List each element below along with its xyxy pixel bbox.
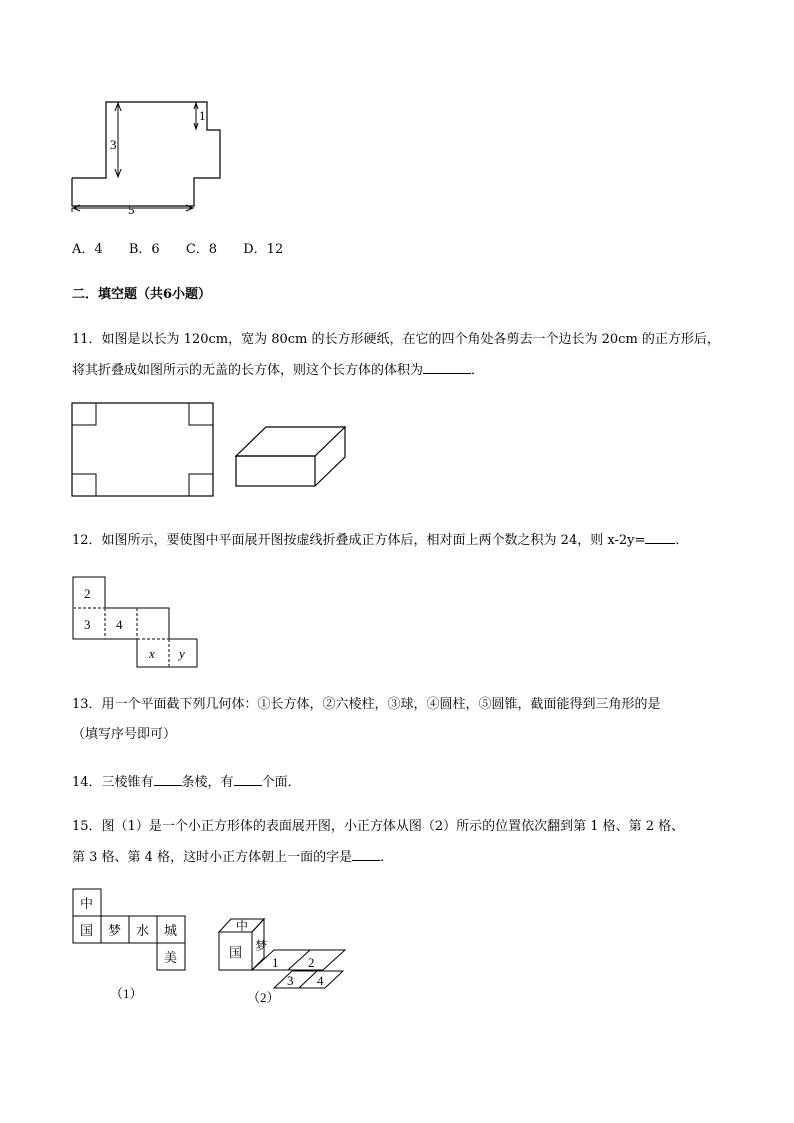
q15-cube-figure [214, 910, 354, 1010]
q14-edges-blank[interactable] [154, 773, 182, 786]
cube-face-zhong: 中 [236, 919, 249, 933]
q12-answer-blank[interactable] [645, 531, 675, 544]
q15-line1: 15．图（1）是一个小正方形体的表面展开图，小正方体从图（2）所示的位置依次翻到第 1 格、第 2 格、 [72, 819, 685, 834]
cube-face-meng: 梦 [255, 939, 268, 953]
figure-caption-2: （2） [247, 990, 280, 1005]
net-face-zhong: 中 [80, 896, 94, 911]
net-face-guo: 国 [80, 923, 94, 938]
q11-answer-blank[interactable] [423, 361, 471, 374]
option-b: B．6 [128, 242, 160, 257]
net-face-meng: 梦 [108, 923, 122, 938]
net-face-mei: 美 [164, 950, 178, 965]
q13-line2: （填写序号即可） [72, 727, 177, 742]
figure-caption-1: （1） [110, 986, 143, 1001]
q15-answer-blank[interactable] [352, 848, 380, 861]
q12-text: 12．如图所示，要使图中平面展开图按虚线折叠成正方体后，相对面上两个数之积为 24，则 x-2y= ． [72, 533, 689, 548]
height-label: 3 [110, 137, 117, 152]
option-c: C．8 [185, 242, 218, 257]
q12-cube-net [70, 574, 200, 670]
q14-faces-blank[interactable] [234, 773, 262, 786]
option-a: A．4 [72, 242, 103, 257]
q14-text: 14．三棱锥有 条棱，有 个面． [72, 775, 301, 790]
q15-line2: 第 3 格、第 4 格，这时小正方体朝上一面的字是 ． [72, 850, 394, 865]
net-cell-x: x [149, 646, 155, 661]
grid-cell-2: 2 [308, 955, 315, 970]
option-d: D．12 [243, 242, 284, 257]
grid-cell-4: 4 [317, 973, 324, 988]
net-cell-3: 3 [84, 617, 91, 632]
grid-cell-1: 1 [272, 955, 279, 970]
grid-cell-3: 3 [287, 973, 294, 988]
net-cell-4: 4 [116, 617, 123, 632]
q11-line2: 将其折叠成如图所示的无盖的长方体，则这个长方体的体积为 ． [72, 363, 485, 378]
net-cell-y: y [179, 646, 185, 661]
net-face-cheng: 城 [164, 923, 178, 938]
q11-figure [70, 400, 360, 500]
cube-face-guo: 国 [229, 945, 243, 960]
width-label: 5 [128, 202, 135, 217]
net-face-shui: 水 [136, 923, 150, 938]
q11-line1: 11．如图是以长为 120cm，宽为 80cm 的长方形硬纸，在它的四个角处各剪去一个边长为 20cm 的正方形后， [72, 332, 720, 347]
q15-net-figure [70, 886, 190, 1004]
section-title: 二．填空题（共6小题） [72, 287, 212, 302]
net-cell-2: 2 [84, 586, 91, 601]
step-label: 1 [199, 108, 206, 123]
stepped-shape-figure [60, 95, 240, 220]
answer-options [72, 241, 305, 259]
q13-line1: 13．用一个平面截下列几何体：①长方体，②六棱柱，③球，④圆柱，⑤圆锥，截面能得到三角形的是 [72, 697, 661, 712]
